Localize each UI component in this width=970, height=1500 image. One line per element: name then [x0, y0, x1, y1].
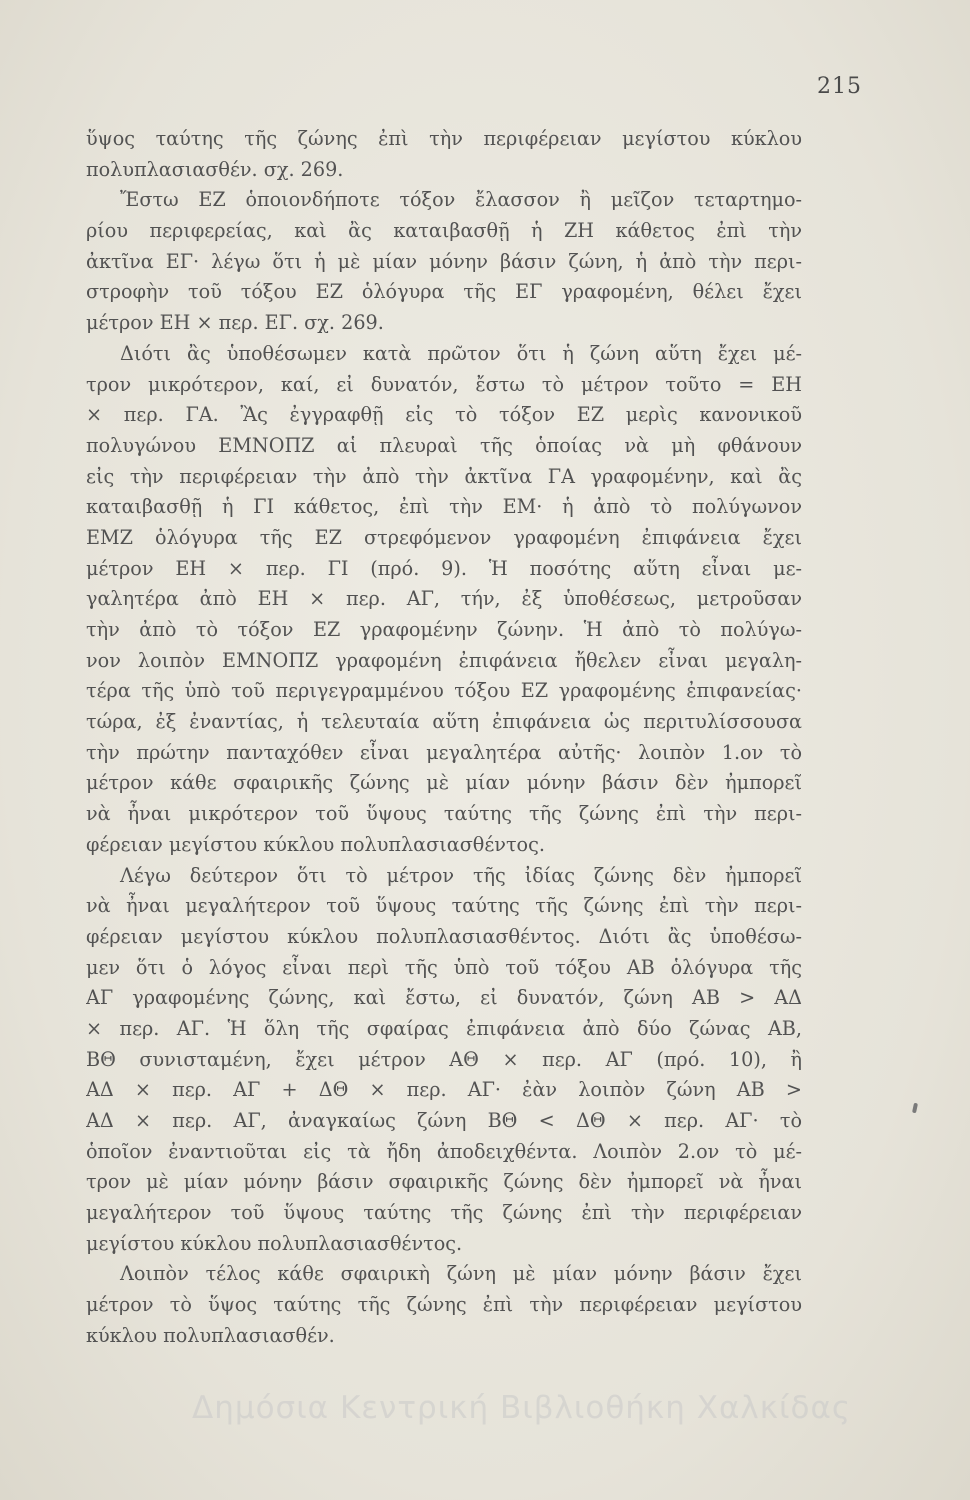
text-line: φέρειαν μεγίστου κύκλου πολυπλασιασθέντος.: [86, 832, 545, 856]
text-line: ὕψος ταύτης τῆς ζώνης ἐπὶ τὴν περιφέρειαν μεγίστου κύκλου: [86, 127, 802, 150]
text-line: ΕΜΖ ὁλόγυρα τῆς ΕΖ στρεφόμενον γραφομένη ἐπιφάνεια ἔχει: [86, 525, 802, 549]
text-line: τρον μὲ μίαν μόνην βάσιν σφαιρικῆς ζώνης δὲν ἠμπορεῖ νὰ ἦναι: [86, 1170, 802, 1194]
text-line: μέτρον κάθε σφαιρικῆς ζώνης μὲ μίαν μόνην βάσιν δὲν ἠμπορεῖ: [86, 771, 802, 795]
text-line: μεγίστου κύκλου πολυπλασιασθέντος.: [86, 1231, 463, 1255]
text-line: ΑΔ × περ. ΑΓ + ΔΘ × περ. ΑΓ· ἐὰν λοιπὸν ζώνη ΑΒ >: [86, 1078, 802, 1102]
text-line: τρον μικρότερον, καί, εἰ δυνατόν, ἔστω τὸ μέτρον τοῦτο = ΕΗ: [86, 372, 802, 396]
text-line: νὰ ἦναι μεγαλήτερον τοῦ ὕψους ταύτης τῆς ζώνης ἐπὶ τὴν περι-: [86, 894, 802, 918]
body-text: [86, 124, 802, 1352]
text-line: Διότι ἂς ὑποθέσωμεν κατὰ πρῶτον ὅτι ἡ ζώνη αὕτη ἔχει μέ-: [120, 341, 802, 365]
text-line: Ἔστω ΕΖ ὁποιονδήποτε τόξον ἔλασσον ἢ μεῖζον τεταρτημο-: [120, 188, 802, 212]
page-number: 215: [817, 74, 862, 99]
text-line: νὰ ἦναι μικρότερον τοῦ ὕψους ταύτης τῆς ζώνης ἐπὶ τὴν περι-: [86, 802, 802, 826]
text-line: μέτρον ΕΗ × περ. ΓΙ (πρό. 9). Ἡ ποσότης αὕτη εἶναι με-: [86, 556, 802, 580]
text-line: ΑΔ × περ. ΑΓ, ἀναγκαίως ζώνη ΒΘ < ΔΘ × περ. ΑΓ· τὸ: [86, 1109, 802, 1132]
text-line: μεγαλήτερον τοῦ ὕψους ταύτης τῆς ζώνης ἐπὶ τὴν περιφέρειαν: [86, 1201, 802, 1225]
text-line: φέρειαν μεγίστου κύκλου πολυπλασιασθέντος. Διότι ἂς ὑποθέσω-: [86, 924, 802, 948]
text-line: μεν ὅτι ὁ λόγος εἶναι περὶ τῆς ὑπὸ τοῦ τόξου ΑΒ ὁλόγυρα τῆς: [86, 955, 802, 979]
text-line: τὴν πρώτην πανταχόθεν εἶναι μεγαλητέρα αὐτῆς· λοιπὸν 1.ον τὸ: [86, 740, 802, 764]
text-line: ΒΘ συνισταμένη, ἔχει μέτρον ΑΘ × περ. ΑΓ (πρό. 10), ἢ: [86, 1047, 802, 1071]
text-line: στροφὴν τοῦ τόξου ΕΖ ὁλόγυρα τῆς ΕΓ γραφομένη, θέλει ἔχει: [86, 280, 802, 304]
library-watermark: Δημόσια Κεντρική Βιβλιοθήκη Χαλκίδας: [192, 1390, 852, 1426]
text-line: νον λοιπὸν ΕΜΝΟΠΖ γραφομένη ἐπιφάνεια ἤθελεν εἶναι μεγαλη-: [86, 648, 802, 672]
text-line: ὁποῖον ἐναντιοῦται εἰς τὰ ἤδη ἀποδειχθέντα. Λοιπὸν 2.ον τὸ μέ-: [86, 1139, 802, 1163]
text-line: μέτρον τὸ ὕψος ταύτης τῆς ζώνης ἐπὶ τὴν περιφέρειαν μεγίστου: [86, 1293, 802, 1317]
text-line: πολυπλασιασθέν. σχ. 269.: [86, 157, 344, 181]
text-line: ΑΓ γραφομένης ζώνης, καὶ ἔστω, εἰ δυνατόν, ζώνη ΑΒ > ΑΔ: [86, 986, 802, 1010]
text-line: τέρα τῆς ὑπὸ τοῦ περιγεγραμμένου τόξου ΕΖ γραφομένης ἐπιφανείας·: [86, 679, 802, 703]
text-line: γαλητέρα ἀπὸ ΕΗ × περ. ΑΓ, τήν, ἐξ ὑποθέσεως, μετροῦσαν: [86, 587, 802, 611]
text-line: ἀκτῖνα ΕΓ· λέγω ὅτι ἡ μὲ μίαν μόνην βάσιν ζώνη, ἡ ἀπὸ τὴν περι-: [86, 249, 802, 273]
text-line: τώρα, ἐξ ἐναντίας, ἡ τελευταία αὕτη ἐπιφάνεια ὡς περιτυλίσσουσα: [86, 710, 802, 734]
text-line: ρίου περιφερείας, καὶ ἂς καταιβασθῇ ἡ ΖΗ κάθετος ἐπὶ τὴν: [86, 219, 802, 243]
text-line: Λέγω δεύτερον ὅτι τὸ μέτρον τῆς ἰδίας ζώνης δὲν ἠμπορεῖ: [120, 863, 802, 887]
text-line: × περ. ΑΓ. Ἡ ὅλη τῆς σφαίρας ἐπιφάνεια ἀπὸ δύο ζώνας ΑΒ,: [86, 1016, 802, 1040]
text-line: τὴν ἀπὸ τὸ τόξον ΕΖ γραφομένην ζώνην. Ἡ ἀπὸ τὸ πολύγω-: [86, 618, 802, 641]
text-line: μέτρον ΕΗ × περ. ΕΓ. σχ. 269.: [86, 311, 384, 335]
text-line: Λοιπὸν τέλος κάθε σφαιρικὴ ζώνη μὲ μίαν μόνην βάσιν ἔχει: [120, 1262, 802, 1286]
text-line: εἰς τὴν περιφέρειαν τὴν ἀπὸ τὴν ἀκτῖνα ΓΑ γραφομένην, καὶ ἂς: [86, 464, 802, 488]
margin-mark: [912, 1103, 918, 1114]
text-line: καταιβασθῇ ἡ ΓΙ κάθετος, ἐπὶ τὴν ΕΜ· ἡ ἀπὸ τὸ πολύγωνον: [86, 495, 802, 519]
text-line: × περ. ΓΑ. Ἂς ἐγγραφθῇ εἰς τὸ τόξον ΕΖ μερὶς κανονικοῦ: [86, 403, 802, 427]
text-line: πολυγώνου ΕΜΝΟΠΖ αἱ πλευραὶ τῆς ὁποίας νὰ μὴ φθάνουν: [86, 433, 802, 457]
text-line: κύκλου πολυπλασιασθέν.: [86, 1323, 335, 1347]
